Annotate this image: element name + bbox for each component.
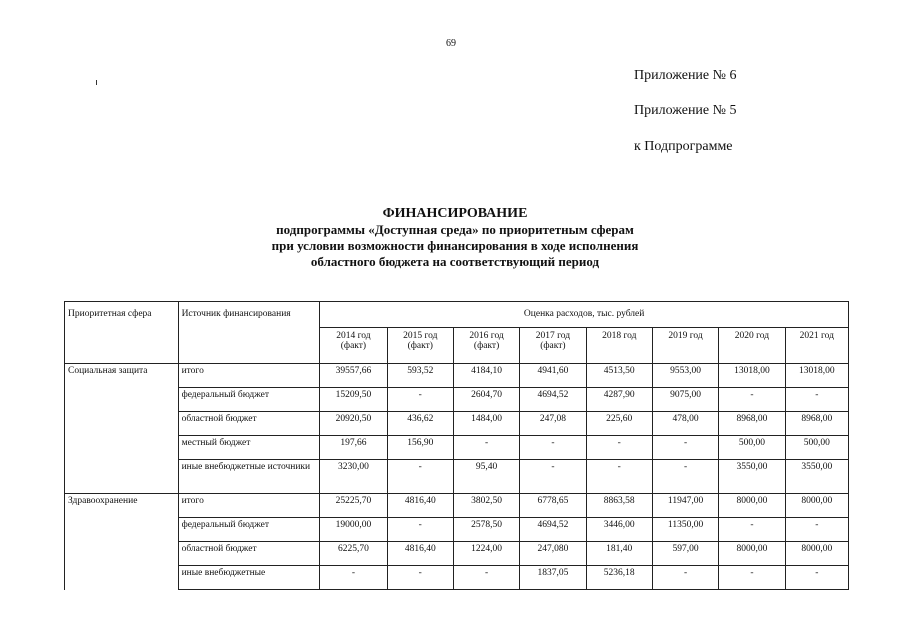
value-cell: 4941,60 bbox=[520, 364, 586, 388]
annex-line-3: к Подпрограмме bbox=[634, 139, 733, 154]
value-cell: 8000,00 bbox=[719, 494, 785, 518]
source-cell: иные внебюджетные источники bbox=[178, 460, 320, 494]
page-number: 69 bbox=[446, 38, 456, 49]
table-row bbox=[65, 364, 849, 388]
value-cell: 500,00 bbox=[785, 436, 848, 460]
header-estimate: Оценка расходов, тыс. рублей bbox=[320, 302, 849, 328]
source-cell: областной бюджет bbox=[178, 542, 320, 566]
year-note: (факт) bbox=[340, 341, 367, 351]
value-cell: 1484,00 bbox=[453, 412, 519, 436]
header-year bbox=[320, 328, 387, 364]
header-year bbox=[520, 328, 586, 364]
value-cell: - bbox=[719, 388, 785, 412]
value-cell: 4694,52 bbox=[520, 388, 586, 412]
value-cell: - bbox=[453, 566, 519, 590]
value-cell: - bbox=[652, 436, 718, 460]
value-cell: - bbox=[719, 566, 785, 590]
title-heading: ФИНАНСИРОВАНИЕ bbox=[382, 206, 528, 221]
value-cell: 593,52 bbox=[387, 364, 453, 388]
header-sphere: Приоритетная сфера bbox=[65, 302, 179, 364]
value-cell: 6778,65 bbox=[520, 494, 586, 518]
value-cell: 4816,40 bbox=[387, 494, 453, 518]
source-cell: итого bbox=[178, 364, 320, 388]
year-label: 2014 год bbox=[336, 331, 371, 341]
value-cell: 25225,70 bbox=[320, 494, 387, 518]
header-year bbox=[785, 328, 848, 364]
table-row bbox=[65, 388, 849, 412]
annex-line-2: Приложение № 5 bbox=[634, 103, 737, 118]
table-row bbox=[65, 436, 849, 460]
value-cell: 95,40 bbox=[453, 460, 519, 494]
table-row bbox=[65, 566, 849, 590]
value-cell: 197,66 bbox=[320, 436, 387, 460]
value-cell: 156,90 bbox=[387, 436, 453, 460]
title-line-1: подпрограммы «Доступная среда» по приоритетным сферам bbox=[276, 222, 634, 237]
sphere-cell-empty bbox=[65, 518, 179, 542]
value-cell: 9075,00 bbox=[652, 388, 718, 412]
table-row bbox=[65, 494, 849, 518]
value-cell: 8000,00 bbox=[719, 542, 785, 566]
source-cell: федеральный бюджет bbox=[178, 518, 320, 542]
sphere-cell-empty bbox=[65, 388, 179, 412]
value-cell: - bbox=[387, 566, 453, 590]
value-cell: 8968,00 bbox=[719, 412, 785, 436]
value-cell: 2604,70 bbox=[453, 388, 519, 412]
table-row bbox=[65, 542, 849, 566]
value-cell: 247,08 bbox=[520, 412, 586, 436]
value-cell: 3550,00 bbox=[719, 460, 785, 494]
value-cell: - bbox=[652, 460, 718, 494]
header-year bbox=[719, 328, 785, 364]
sphere-cell: Социальная защита bbox=[65, 364, 179, 388]
year-label: 2015 год bbox=[403, 331, 438, 341]
value-cell: 3446,00 bbox=[586, 518, 652, 542]
value-cell: 11947,00 bbox=[652, 494, 718, 518]
year-note: (факт) bbox=[473, 341, 500, 351]
scan-mark bbox=[96, 80, 97, 85]
header-source: Источник финансирования bbox=[178, 302, 320, 364]
value-cell: 9553,00 bbox=[652, 364, 718, 388]
value-cell: - bbox=[520, 460, 586, 494]
year-label: 2018 год bbox=[602, 331, 637, 341]
value-cell: 436,62 bbox=[387, 412, 453, 436]
title-line-2: при условии возможности финансирования в ходе исполнения bbox=[271, 238, 639, 253]
sphere-cell-empty bbox=[65, 566, 179, 590]
value-cell: - bbox=[387, 388, 453, 412]
value-cell: - bbox=[785, 566, 848, 590]
value-cell: 247,080 bbox=[520, 542, 586, 566]
value-cell: 500,00 bbox=[719, 436, 785, 460]
sphere-cell-empty bbox=[65, 436, 179, 460]
source-cell: итого bbox=[178, 494, 320, 518]
sphere-cell-empty bbox=[65, 460, 179, 494]
value-cell: 8863,58 bbox=[586, 494, 652, 518]
year-note: (факт) bbox=[540, 341, 566, 351]
year-note: (факт) bbox=[407, 341, 433, 351]
year-label: 2019 год bbox=[668, 331, 703, 341]
sphere-cell-empty bbox=[65, 542, 179, 566]
value-cell: 225,60 bbox=[586, 412, 652, 436]
value-cell: 19000,00 bbox=[320, 518, 387, 542]
financing-table bbox=[64, 301, 849, 590]
value-cell: - bbox=[785, 518, 848, 542]
value-cell: 3550,00 bbox=[785, 460, 848, 494]
source-cell: местный бюджет bbox=[178, 436, 320, 460]
value-cell: 15209,50 bbox=[320, 388, 387, 412]
header-year bbox=[387, 328, 453, 364]
value-cell: 13018,00 bbox=[719, 364, 785, 388]
value-cell: 1837,05 bbox=[520, 566, 586, 590]
source-cell: областной бюджет bbox=[178, 412, 320, 436]
source-cell: иные внебюджетные bbox=[178, 566, 320, 590]
table-row bbox=[65, 412, 849, 436]
value-cell: - bbox=[586, 460, 652, 494]
value-cell: 11350,00 bbox=[652, 518, 718, 542]
value-cell: 4816,40 bbox=[387, 542, 453, 566]
value-cell: - bbox=[520, 436, 586, 460]
value-cell: - bbox=[719, 518, 785, 542]
year-label: 2017 год bbox=[535, 331, 571, 341]
value-cell: 4694,52 bbox=[520, 518, 586, 542]
sphere-cell-empty bbox=[65, 412, 179, 436]
value-cell: - bbox=[320, 566, 387, 590]
value-cell: - bbox=[785, 388, 848, 412]
source-cell: федеральный бюджет bbox=[178, 388, 320, 412]
value-cell: 478,00 bbox=[652, 412, 718, 436]
value-cell: 8000,00 bbox=[785, 542, 848, 566]
value-cell: 5236,18 bbox=[586, 566, 652, 590]
year-label: 2021 год bbox=[799, 331, 834, 341]
value-cell: 597,00 bbox=[652, 542, 718, 566]
value-cell: 4184,10 bbox=[453, 364, 519, 388]
annex-line-1: Приложение № 6 bbox=[634, 68, 737, 83]
table-row bbox=[65, 460, 849, 494]
value-cell: 1224,00 bbox=[453, 542, 519, 566]
value-cell: - bbox=[652, 566, 718, 590]
table-row bbox=[65, 518, 849, 542]
value-cell: 8000,00 bbox=[785, 494, 848, 518]
value-cell: - bbox=[387, 518, 453, 542]
value-cell: 8968,00 bbox=[785, 412, 848, 436]
value-cell: 4513,50 bbox=[586, 364, 652, 388]
header-year bbox=[652, 328, 718, 364]
sphere-cell: Здравоохранение bbox=[65, 494, 179, 518]
value-cell: 2578,50 bbox=[453, 518, 519, 542]
value-cell: 13018,00 bbox=[785, 364, 848, 388]
value-cell: - bbox=[453, 436, 519, 460]
document-title bbox=[120, 205, 790, 270]
value-cell: 20920,50 bbox=[320, 412, 387, 436]
value-cell: 39557,66 bbox=[320, 364, 387, 388]
header-year bbox=[453, 328, 519, 364]
value-cell: 3802,50 bbox=[453, 494, 519, 518]
value-cell: - bbox=[387, 460, 453, 494]
value-cell: 4287,90 bbox=[586, 388, 652, 412]
header-year bbox=[586, 328, 652, 364]
year-label: 2020 год bbox=[734, 331, 770, 341]
value-cell: 3230,00 bbox=[320, 460, 387, 494]
value-cell: 181,40 bbox=[586, 542, 652, 566]
value-cell: - bbox=[586, 436, 652, 460]
year-label: 2016 год bbox=[469, 331, 504, 341]
value-cell: 6225,70 bbox=[320, 542, 387, 566]
title-line-3: областного бюджета на соответствующий период bbox=[310, 254, 600, 269]
